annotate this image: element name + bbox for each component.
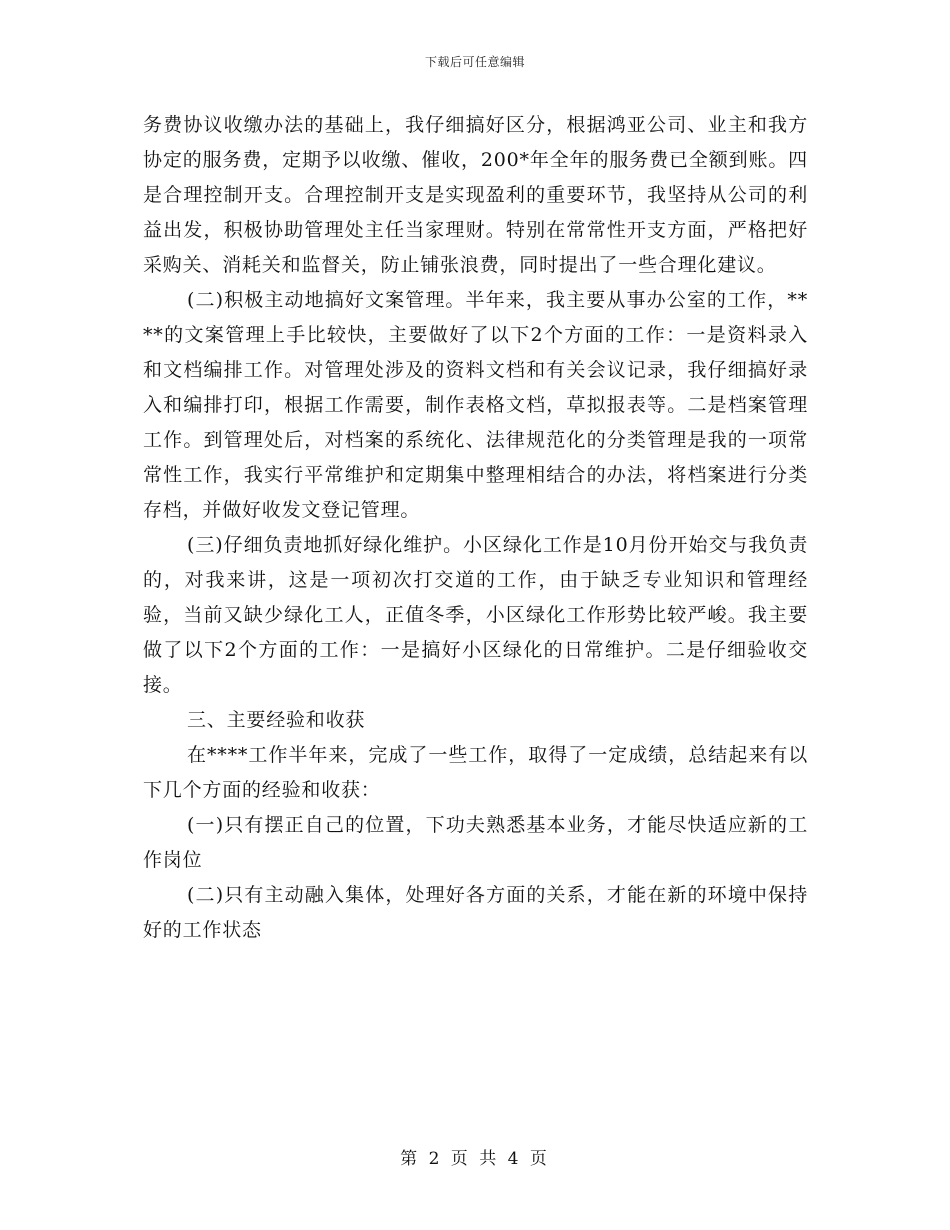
paragraph-experience-one: (一)只有摆正自己的位置，下功夫熟悉基本业务，才能尽快适应新的工作岗位: [143, 814, 808, 871]
paragraph-greening-maintenance: (三)仔细负责地抓好绿化维护。小区绿化工作是10月份开始交与我负责的，对我来讲，这是一项初次打交道的工作，由于缺乏专业知识和管理经验，当前又缺少绿化工人，正值冬季，小区绿化工作形势比较严峻。我主要做了以下2个方面的工作：一是搞好小区绿化的日常维护。二是仔细验收交接。: [143, 534, 808, 696]
paragraph-experience-intro: 在****工作半年来，完成了一些工作，取得了一定成绩，总结起来有以下几个方面的经验和收获：: [143, 744, 808, 801]
document-body: [143, 108, 808, 948]
paragraph-service-fee: 务费协议收缴办法的基础上，我仔细搞好区分，根据鸿亚公司、业主和我方协定的服务费，定期予以收缴、催收，200*年全年的服务费已全额到账。四是合理控制开支。合理控制开支是实现盈利的重要环节，我坚持从公司的利益出发，积极协助管理处主任当家理财。特别在常常性开支方面，严格把好采购关、消耗关和监督关，防止铺张浪费，同时提出了一些合理化建议。: [143, 114, 808, 276]
page-header-note: 下载后可任意编辑: [424, 55, 525, 69]
paragraph-experience-two: (二)只有主动融入集体，处理好各方面的关系，才能在新的环境中保持好的工作状态: [143, 884, 808, 941]
section-heading-experience: 三、主要经验和收获: [187, 709, 366, 731]
page-number: 第 2 页 共 4 页: [400, 1149, 550, 1169]
paragraph-document-management: (二)积极主动地搞好文案管理。半年来，我主要从事办公室的工作，****的文案管理上手比较快，主要做好了以下2个方面的工作：一是资料录入和文档编排工作。对管理处涉及的资料文档和有关会议记录，我仔细搞好录入和编排打印，根据工作需要，制作表格文档，草拟报表等。二是档案管理工作。到管理处后，对档案的系统化、法律规范化的分类管理是我的一项常常性工作，我实行平常维护和定期集中整理相结合的办法，将档案进行分类存档，并做好收发文登记管理。: [143, 289, 808, 521]
